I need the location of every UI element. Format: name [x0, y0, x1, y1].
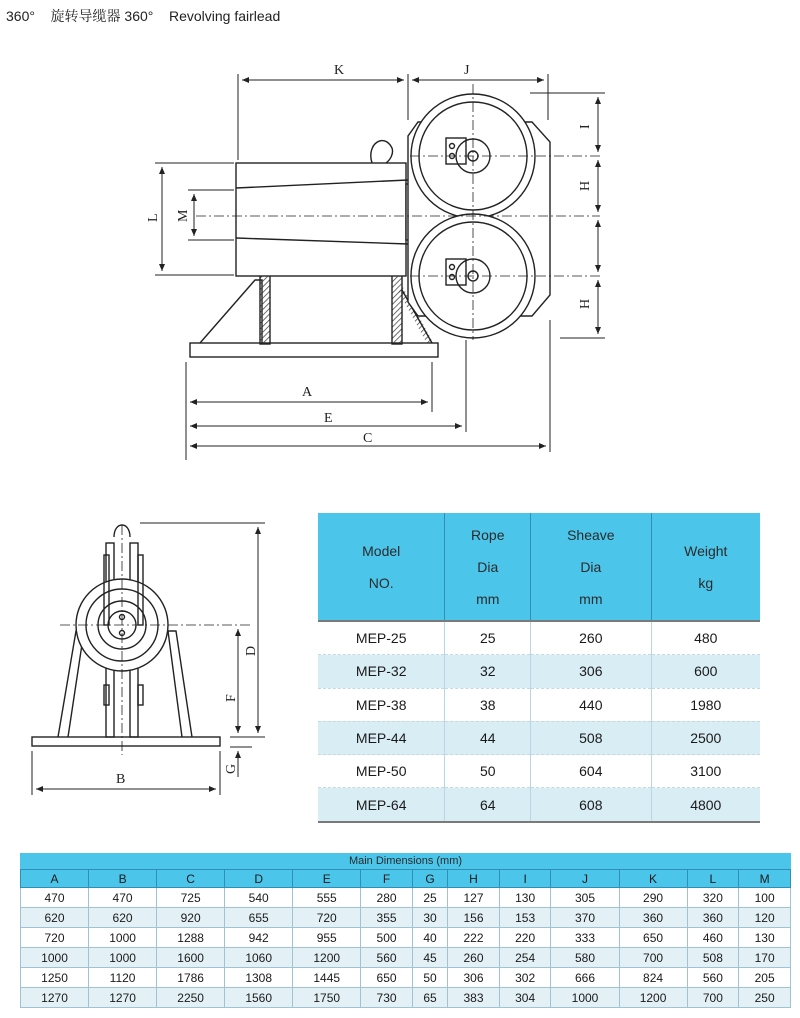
- table-row: [21, 888, 791, 908]
- dimensions-table-caption: Main Dimensions (mm): [20, 853, 791, 869]
- table-cell: 170: [739, 948, 791, 968]
- table-cell: 290: [619, 888, 687, 908]
- table-cell: 700: [619, 948, 687, 968]
- dim-label-f: F: [224, 694, 239, 702]
- model-table: [318, 513, 760, 823]
- col-header-b: B: [89, 870, 157, 888]
- dim-label-j: J: [464, 63, 470, 78]
- col-header-rope-dia: [445, 513, 531, 621]
- col-header-h: H: [448, 870, 500, 888]
- table-cell: 156: [448, 908, 500, 928]
- table-cell: 1308: [225, 968, 293, 988]
- table-cell: 254: [499, 948, 551, 968]
- col-header-a: A: [21, 870, 89, 888]
- header-line: Dia: [477, 558, 499, 575]
- table-cell: 320: [687, 888, 739, 908]
- page-title: [6, 6, 280, 26]
- table-cell: 45: [412, 948, 447, 968]
- table-cell: 620: [21, 908, 89, 928]
- table-cell: 250: [739, 988, 791, 1008]
- table-cell: 120: [739, 908, 791, 928]
- header-line: Model: [362, 542, 401, 559]
- table-cell: 440: [531, 688, 651, 721]
- table-cell: MEP-25: [318, 621, 445, 655]
- table-cell: 1000: [551, 988, 619, 1008]
- table-cell: 65: [412, 988, 447, 1008]
- table-cell: 720: [293, 908, 361, 928]
- col-header-m: M: [739, 870, 791, 888]
- table-cell: 1250: [21, 968, 89, 988]
- table-cell: 1445: [293, 968, 361, 988]
- title-chinese: 旋转导缆器 360°: [50, 8, 154, 24]
- table-cell: 480: [651, 621, 760, 655]
- table-cell: 280: [361, 888, 413, 908]
- col-header-f: F: [361, 870, 413, 888]
- table-cell: MEP-38: [318, 688, 445, 721]
- header-line: NO.: [368, 574, 394, 591]
- table-cell: 50: [412, 968, 447, 988]
- col-header-weight: [651, 513, 760, 621]
- table-cell: 306: [531, 655, 651, 688]
- dim-label-h-lower: H: [578, 298, 593, 309]
- table-cell: 942: [225, 928, 293, 948]
- header-line: Weight: [684, 542, 728, 559]
- table-cell: 333: [551, 928, 619, 948]
- table-cell: 650: [361, 968, 413, 988]
- table-cell: MEP-44: [318, 721, 445, 754]
- table-cell: 38: [445, 688, 531, 721]
- dim-label-a: A: [302, 385, 313, 400]
- header-line: mm: [579, 590, 603, 607]
- col-header-j: J: [551, 870, 619, 888]
- dim-label-d: D: [244, 645, 259, 656]
- side-view-drawing: [0, 40, 800, 470]
- table-row: [318, 688, 760, 721]
- table-cell: 260: [448, 948, 500, 968]
- col-header-k: K: [619, 870, 687, 888]
- table-cell: 1980: [651, 688, 760, 721]
- dim-label-i: I: [578, 124, 593, 129]
- table-cell: 302: [499, 968, 551, 988]
- table-cell: 580: [551, 948, 619, 968]
- table-row: [21, 968, 791, 988]
- table-cell: 32: [445, 655, 531, 688]
- dim-label-e: E: [324, 411, 333, 426]
- table-cell: 540: [225, 888, 293, 908]
- table-row: [318, 721, 760, 754]
- table-cell: 560: [687, 968, 739, 988]
- dim-label-h-upper: H: [578, 180, 593, 191]
- table-cell: 920: [157, 908, 225, 928]
- table-cell: 260: [531, 621, 651, 655]
- table-cell: 725: [157, 888, 225, 908]
- table-cell: 650: [619, 928, 687, 948]
- col-header-g: G: [412, 870, 447, 888]
- table-cell: 555: [293, 888, 361, 908]
- dim-label-k: K: [334, 63, 345, 78]
- table-row: [318, 621, 760, 655]
- col-header-c: C: [157, 870, 225, 888]
- table-cell: 666: [551, 968, 619, 988]
- header-line: Sheave: [567, 526, 615, 543]
- table-cell: 100: [739, 888, 791, 908]
- table-cell: 460: [687, 928, 739, 948]
- dimensions-table-header: [21, 870, 791, 888]
- table-row: [21, 988, 791, 1008]
- table-cell: 30: [412, 908, 447, 928]
- dim-label-l: L: [146, 213, 161, 222]
- table-cell: 64: [445, 788, 531, 822]
- table-cell: 1060: [225, 948, 293, 968]
- table-cell: 720: [21, 928, 89, 948]
- table-cell: 470: [21, 888, 89, 908]
- table-cell: 2250: [157, 988, 225, 1008]
- dim-label-m: M: [176, 209, 191, 222]
- header-line: Rope: [471, 526, 505, 543]
- table-cell: 3100: [651, 755, 760, 788]
- table-cell: 44: [445, 721, 531, 754]
- table-row: [318, 655, 760, 688]
- front-view-drawing: [20, 515, 300, 805]
- table-cell: 4800: [651, 788, 760, 822]
- table-row: [21, 908, 791, 928]
- table-cell: 355: [361, 908, 413, 928]
- table-cell: MEP-64: [318, 788, 445, 822]
- table-cell: 560: [361, 948, 413, 968]
- table-cell: 1270: [89, 988, 157, 1008]
- dimensions-table: [20, 853, 791, 1008]
- col-header-sheave-dia: [531, 513, 651, 621]
- table-cell: 1000: [21, 948, 89, 968]
- table-cell: 1600: [157, 948, 225, 968]
- table-cell: 127: [448, 888, 500, 908]
- table-cell: 153: [499, 908, 551, 928]
- table-cell: 655: [225, 908, 293, 928]
- table-cell: 700: [687, 988, 739, 1008]
- table-cell: 1200: [619, 988, 687, 1008]
- title-english: Revolving fairlead: [168, 8, 281, 24]
- table-row: [21, 948, 791, 968]
- table-cell: 730: [361, 988, 413, 1008]
- table-cell: MEP-32: [318, 655, 445, 688]
- col-header-i: I: [499, 870, 551, 888]
- table-cell: 25: [412, 888, 447, 908]
- table-cell: 360: [619, 908, 687, 928]
- table-cell: 130: [499, 888, 551, 908]
- table-cell: 1120: [89, 968, 157, 988]
- table-cell: 600: [651, 655, 760, 688]
- title-prefix: 360°: [6, 8, 35, 24]
- table-row: [318, 788, 760, 822]
- table-cell: 305: [551, 888, 619, 908]
- header-line: mm: [476, 590, 500, 607]
- model-table-header: [318, 513, 760, 621]
- table-cell: 40: [412, 928, 447, 948]
- dim-label-g: G: [224, 763, 239, 774]
- col-header-d: D: [225, 870, 293, 888]
- table-row: [318, 755, 760, 788]
- table-row: [21, 928, 791, 948]
- table-cell: 50: [445, 755, 531, 788]
- table-cell: 604: [531, 755, 651, 788]
- table-cell: 222: [448, 928, 500, 948]
- col-header-model: [318, 513, 445, 621]
- header-line: Dia: [580, 558, 602, 575]
- table-cell: 1000: [89, 928, 157, 948]
- table-cell: 1786: [157, 968, 225, 988]
- table-cell: 205: [739, 968, 791, 988]
- table-cell: 508: [531, 721, 651, 754]
- table-cell: 1560: [225, 988, 293, 1008]
- table-cell: 1200: [293, 948, 361, 968]
- dim-label-b: B: [116, 772, 126, 787]
- table-cell: 220: [499, 928, 551, 948]
- table-cell: 508: [687, 948, 739, 968]
- dim-label-c: C: [363, 431, 373, 446]
- table-cell: 1288: [157, 928, 225, 948]
- table-cell: 304: [499, 988, 551, 1008]
- table-cell: 955: [293, 928, 361, 948]
- table-cell: 470: [89, 888, 157, 908]
- col-header-e: E: [293, 870, 361, 888]
- table-cell: 1750: [293, 988, 361, 1008]
- table-cell: 306: [448, 968, 500, 988]
- table-cell: 1270: [21, 988, 89, 1008]
- table-cell: 824: [619, 968, 687, 988]
- table-cell: 500: [361, 928, 413, 948]
- table-cell: 370: [551, 908, 619, 928]
- table-cell: 360: [687, 908, 739, 928]
- table-cell: 2500: [651, 721, 760, 754]
- header-line: kg: [698, 574, 714, 591]
- table-cell: 383: [448, 988, 500, 1008]
- table-cell: 25: [445, 621, 531, 655]
- table-cell: 1000: [89, 948, 157, 968]
- table-cell: 608: [531, 788, 651, 822]
- table-cell: 620: [89, 908, 157, 928]
- table-cell: MEP-50: [318, 755, 445, 788]
- table-cell: 130: [739, 928, 791, 948]
- col-header-l: L: [687, 870, 739, 888]
